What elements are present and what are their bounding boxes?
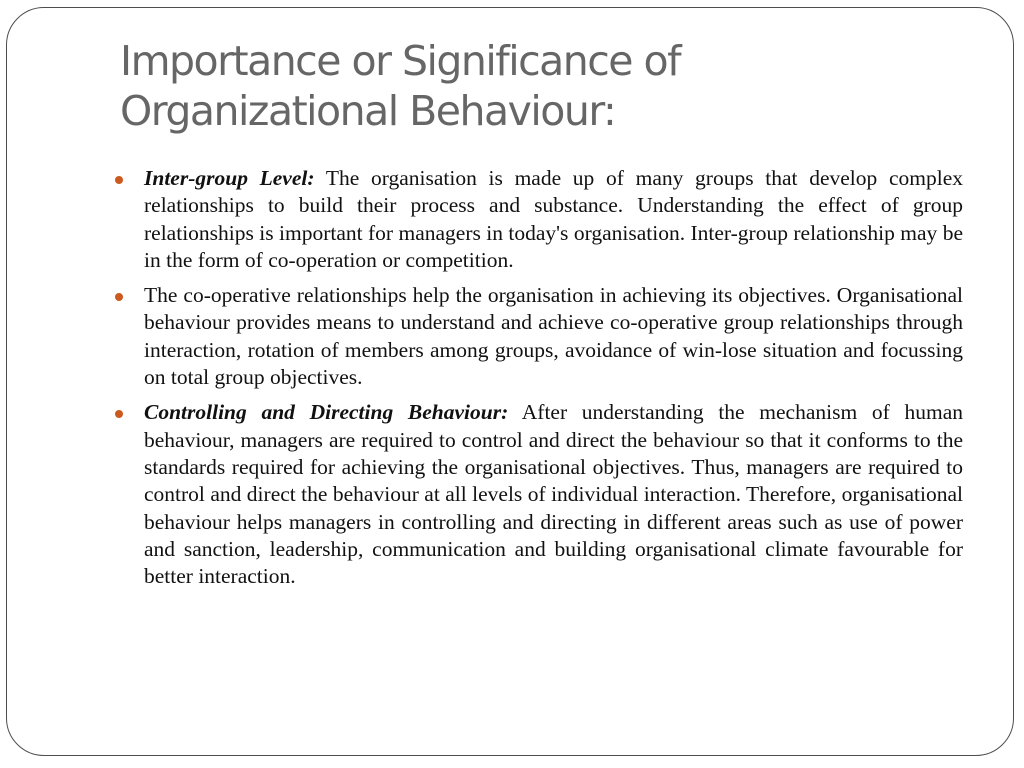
bullet-dot-icon xyxy=(115,293,123,301)
bullet-text: After understanding the mechanism of human behaviour, managers are required to control and direct the behaviour so that it conforms to the standards required for achieving the organisational objectives. Thus, managers are required to control and direct the behaviour at all levels of individual interaction. Therefore, organisational behaviour helps managers in controlling and directing in different areas such as use of power and sanction, leadership, communication and building organisational climate favourable for better interaction. xyxy=(144,400,963,589)
bullet-item-co-operative-relationships xyxy=(115,282,963,391)
bullet-item-inter-group-level xyxy=(115,165,963,274)
bullet-text: The organisation is made up of many groups that develop complex relationships to build their process and substance. Understanding the effect of group relationships is important for managers in today's organisation. Inter-group relationship may be in the form of co-operation or competition. xyxy=(144,166,963,272)
bullet-dot-icon xyxy=(115,410,123,418)
bullet-term: Inter-group Level: xyxy=(144,166,315,190)
slide-title xyxy=(120,36,840,136)
bullet-text: The co-operative relationships help the organisation in achieving its objectives. Organisational behaviour provides means to understand and achieve co-operative group relationships through interaction, rotation of members among groups, avoidance of win-lose situation and focussing on total group objectives. xyxy=(144,283,963,390)
bullet-item-controlling-and-directing xyxy=(115,399,963,590)
bullet-dot-icon xyxy=(115,176,123,184)
bullet-list xyxy=(115,165,963,598)
title-line-2: Organizational Behaviour: xyxy=(120,87,616,135)
title-line-1: Importance or Significance of xyxy=(120,37,681,85)
bullet-term: Controlling and Directing Behaviour: xyxy=(144,400,509,425)
